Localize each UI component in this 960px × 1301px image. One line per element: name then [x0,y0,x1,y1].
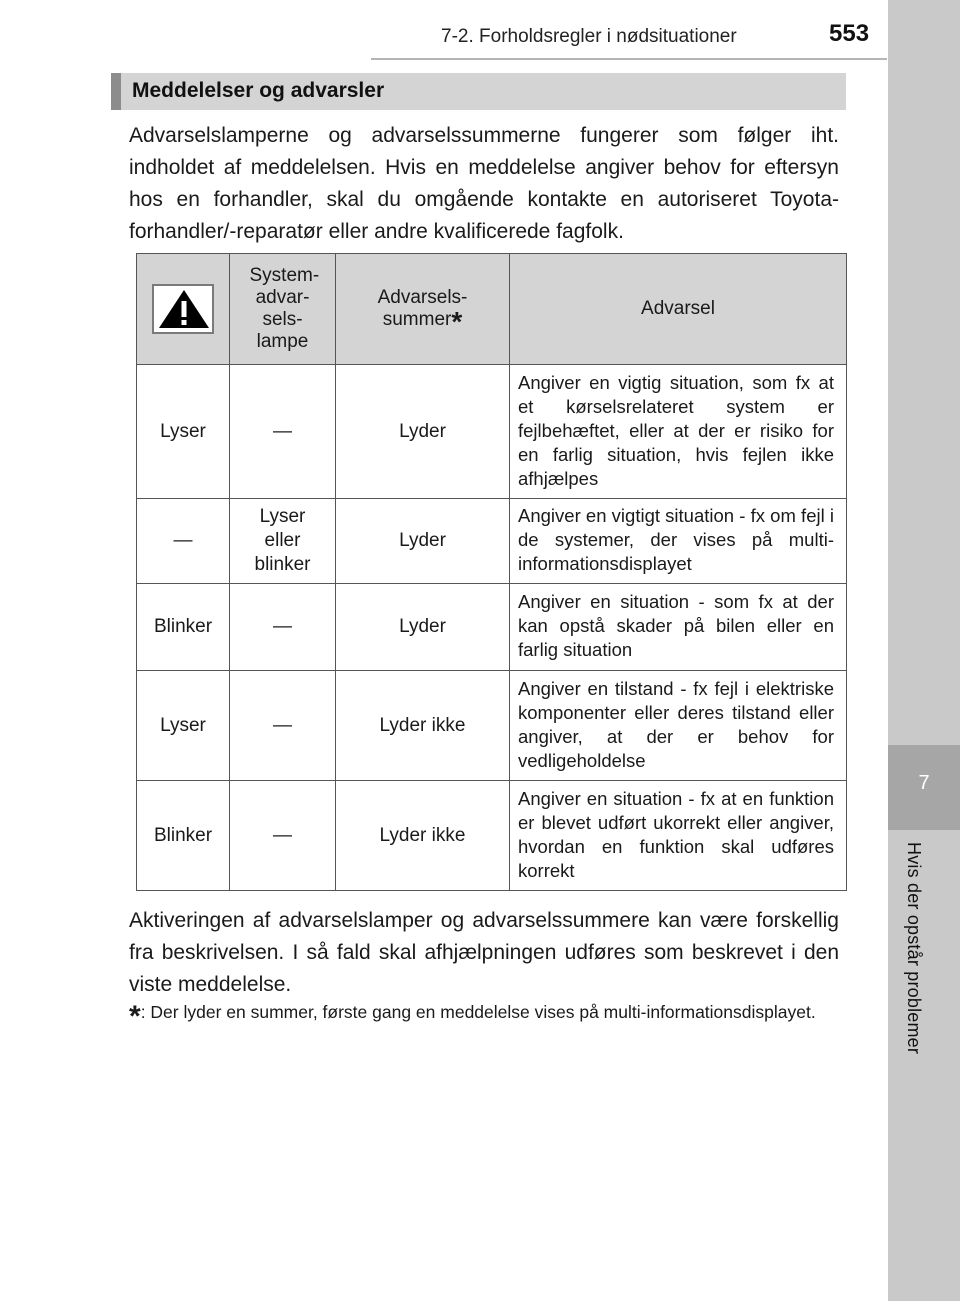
table-header-row [137,254,847,365]
cell-warning-lamp: — [230,781,336,891]
running-header: 7-2. Forholdsregler i nødsituationer [441,26,737,47]
cell-buzzer: Lyder [336,499,510,584]
section-heading-accent [111,73,121,110]
header-rule [371,58,887,60]
header-cell-buzzer [336,254,510,365]
chapter-number: 7 [918,772,930,794]
cell-buzzer: Lyder [336,365,510,499]
cell-system-lamp: Blinker [137,584,230,671]
cell-buzzer: Lyder [336,584,510,671]
warning-triangle-icon [152,284,214,334]
footnote-marker: * [129,1000,141,1033]
cell-warning: Angiver en vigtigt situation - fx om fejl i de systemer, der vises på multi-informationsdisplayet [510,499,847,584]
header-buzzer-marker: * [451,306,463,337]
header-buzzer-wrap [368,287,478,337]
cell-system-lamp: Lyser [137,365,230,499]
table-row [137,365,847,499]
intro-paragraph: Advarselslamperne og advarselssummerne fungerer som følger iht. indholdet af meddelelsen. Hvis en meddelelse angiver behov for eftersyn hos en forhandler, skal du omgående kontakte en autoriseret Toyota-forhandler/-reparatør eller andre kvalificerede fagfolk. [129,124,839,243]
footnote [129,999,843,1033]
cell-warning: Angiver en tilstand - fx fejl i elektriske komponenter eller deres tilstand eller angiver, at der er behov for vedligeholdelse [510,671,847,781]
cell-warning: Angiver en situation - som fx at der kan opstå skader på bilen eller en farlig situation [510,584,847,671]
side-tab-background [888,0,960,745]
cell-warning: Angiver en situation - fx at en funktion er blevet udført ukorrekt eller angiver, hvordan en funktion skal udføres korrekt [510,781,847,891]
outro-paragraph: Aktiveringen af advarselslamper og advarselssummere kan være forskellig fra beskrivelsen. I så fald skal afhjælpningen udføres som beskrevet i den viste meddelelse. [129,909,839,996]
warning-table [136,253,847,891]
table-row [137,671,847,781]
cell-buzzer: Lyder ikke [336,781,510,891]
cell-warning-lamp [230,499,336,584]
cell-system-lamp: — [137,499,230,584]
cell-warning-lamp: — [230,671,336,781]
header-cell-warning: Advarsel [510,254,847,365]
table-row [137,499,847,584]
footnote-text: : Der lyder en summer, første gang en meddelelse vises på multi-informationsdisplayet. [140,1002,816,1022]
cell-warning-lamp-text: Lyser eller blinker [254,506,311,575]
cell-warning-lamp: — [230,365,336,499]
header-cell-system-lamp [230,254,336,365]
table-row [137,584,847,671]
cell-warning-lamp: — [230,584,336,671]
header-system-lamp-label: System-advar-sels-lampe [249,265,320,352]
section-title: Meddelelser og advarsler [132,79,385,102]
table-row [137,781,847,891]
page-number: 553 [829,20,870,47]
cell-system-lamp: Lyser [137,671,230,781]
cell-system-lamp: Blinker [137,781,230,891]
header-buzzer-label: Advarsels-summer [377,287,468,330]
cell-buzzer: Lyder ikke [336,671,510,781]
cell-warning: Angiver en vigtig situation, som fx at et kørselsrelateret system er fejlbehæftet, eller at der er risiko for en farlig situation, hvis fejlen ikke afhjælpes [510,365,847,499]
header-cell-icon [137,254,230,365]
chapter-title: Hvis der opstår problemer [904,842,924,1055]
